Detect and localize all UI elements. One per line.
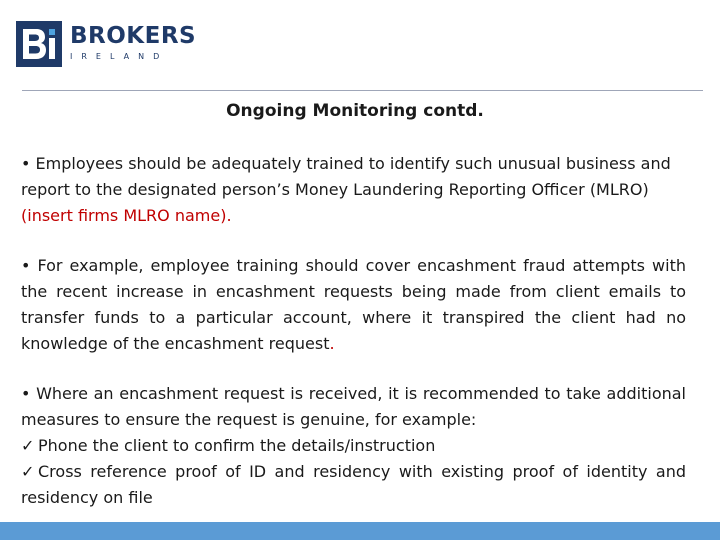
checklist-item: [21, 433, 686, 459]
checklist-item-text: Cross reference proof of ID and residency with existing proof of identity and residency on file: [21, 462, 686, 507]
mlro-placeholder: (insert firms MLRO name).: [21, 206, 232, 225]
brokers-ireland-logo: [16, 21, 196, 67]
slide-body: [21, 151, 686, 511]
check-icon: ✓: [21, 462, 35, 481]
paragraph-mlro-training: [21, 151, 686, 229]
paragraph-text: • For example, employee training should cover encashment fraud attempts with the recent increase in encashment requests being made from client emails to transfer funds to a particular account, where it transpired the client had no knowledge of the encashment request: [21, 256, 686, 353]
red-period: .: [329, 334, 335, 353]
slide-title: Ongoing Monitoring contd.: [226, 101, 484, 121]
paragraph-text: • Where an encashment request is received, it is recommended to take additional measures to ensure the request is genuine, for example:: [21, 384, 686, 429]
logo-country: IRELAND: [70, 52, 169, 61]
paragraph-encashment-request: [21, 381, 686, 511]
footer-bar: [0, 522, 720, 540]
checklist-item: [21, 459, 686, 511]
logo-mark-icon: [16, 21, 62, 67]
checklist-item-text: Phone the client to confirm the details/instruction: [38, 436, 436, 455]
logo-text: [70, 24, 196, 64]
check-icon: ✓: [21, 436, 35, 455]
paragraph-encashment-training: [21, 253, 686, 357]
header-divider: [22, 90, 703, 91]
paragraph-text: • Employees should be adequately trained to identify such unusual business and report to the designated person’s Money Laundering Reporting Officer (MLRO): [21, 154, 671, 199]
logo-brand: BROKERS: [70, 23, 197, 49]
